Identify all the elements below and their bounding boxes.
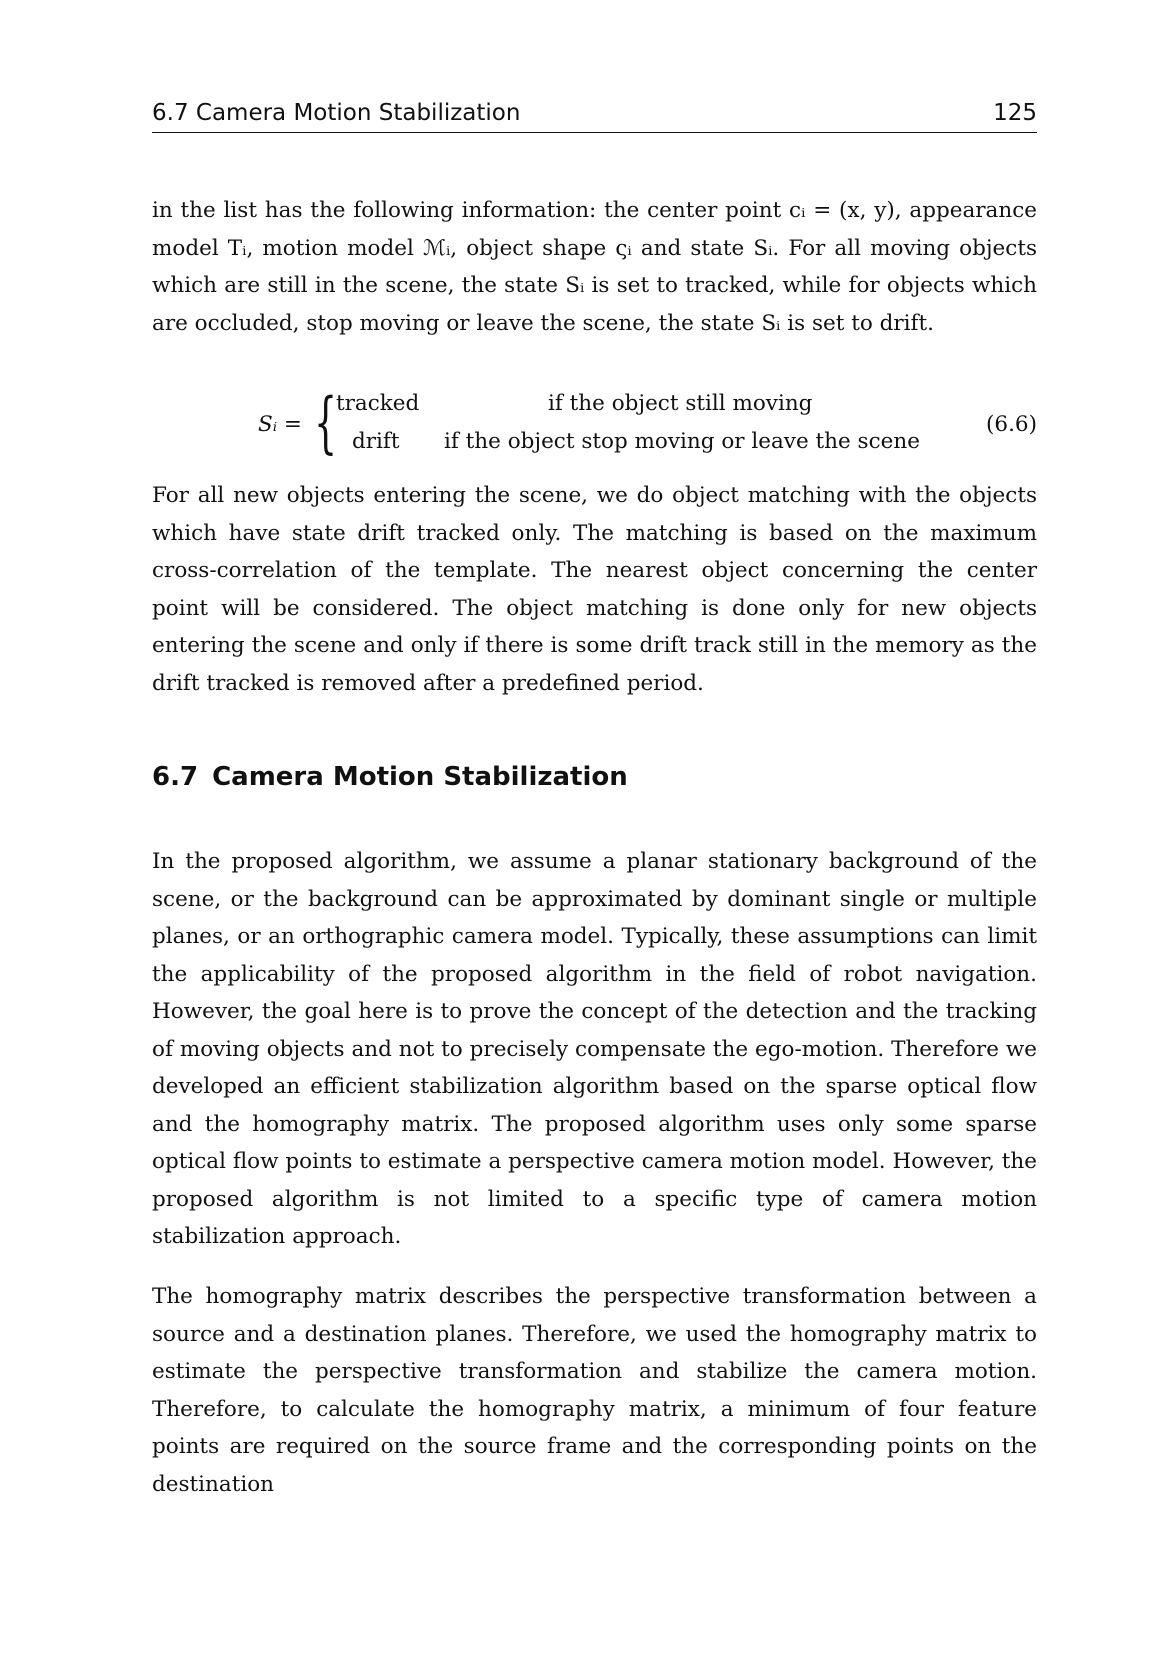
text-line: to estimate the perspective transformation and stabilize the camera motion. [152, 1321, 1044, 1384]
text-line: Therefore, to calculate the homography matrix, a minimum of four feature points [152, 1396, 1044, 1459]
text-line: in the list has the following information: the center point cᵢ = (x, y), appearance [152, 198, 1037, 223]
case-condition: if the object stop moving or leave the scene [444, 429, 920, 454]
case-condition: if the object still moving [548, 391, 813, 416]
text-line: scene and only if there is some drift track still in the memory as the drift tracked [152, 633, 1044, 696]
text-line: cross-correlation of the template. The nearest object concerning the center point [152, 558, 1044, 621]
paragraph-object-information [152, 192, 1037, 342]
equation-6-6 [152, 385, 1037, 465]
page-number: 125 [993, 100, 1037, 126]
case-value: tracked [336, 391, 420, 416]
text-line: However, the goal here is to prove the concept of the detection and the tracking [152, 999, 1037, 1024]
text-line: In the proposed algorithm, we assume a planar stationary background of the [152, 849, 1037, 874]
section-title: Camera Motion Stabilization [212, 762, 628, 792]
header-section-title: 6.7 Camera Motion Stabilization [152, 100, 521, 126]
text-line: proposed algorithm is not limited to a specific type of camera motion stabilization [152, 1186, 1044, 1249]
text-line: planes, or an orthographic camera model. Typically, these assumptions can [152, 924, 980, 949]
text-line: are occluded, stop moving or leave the scene, the state Sᵢ is set to drift. [152, 310, 934, 336]
text-line: For all new objects entering the scene, we do object matching with the objects [152, 483, 1037, 508]
text-line: model Tᵢ, motion model ℳᵢ, object shape ςᵢ and state Sᵢ. For all moving objects [152, 235, 1037, 261]
text-line: approach. [292, 1224, 402, 1249]
left-brace-icon: { [314, 384, 338, 461]
case-value: drift [352, 429, 400, 454]
equation-lhs: Sᵢ = [258, 412, 302, 437]
section-number: 6.7 [152, 762, 199, 792]
section-heading [152, 762, 1037, 792]
text-line: scene, or the background can be approximated by dominant single or multiple [152, 886, 1037, 912]
text-line: is removed after a predefined period. [296, 670, 704, 696]
text-line: and the homography matrix. The proposed algorithm uses only some sparse [152, 1111, 1037, 1137]
text-line: which are still in the scene, the state Sᵢ is set to tracked, while for objects which [152, 273, 1037, 298]
running-header [152, 100, 1037, 133]
text-line: we developed an efficient stabilization algorithm based on the sparse optical flow [152, 1036, 1044, 1099]
text-line: optical flow points to estimate a perspective camera motion model. However, the [152, 1149, 1037, 1174]
text-line: limit the applicability of the proposed algorithm in the field of robot navigation. [152, 924, 1044, 987]
text-line: will be considered. The object matching is done only for new objects entering the [152, 595, 1044, 658]
text-line: The homography matrix describes the perspective transformation between a [152, 1284, 1037, 1309]
text-line: of moving objects and not to precisely compensate the ego-motion. Therefore [152, 1036, 999, 1062]
paragraph-proposed-algorithm [152, 843, 1044, 1256]
equation-number: (6.6) [986, 412, 1037, 437]
text-line: source and a destination planes. Therefore, we used the homography matrix [152, 1321, 1007, 1347]
paragraph-homography [152, 1278, 1044, 1503]
text-line: are required on the source frame and the corresponding points on the destination [152, 1434, 1044, 1497]
text-line: which have state drift tracked only. The matching is based on the maximum [152, 520, 1037, 546]
paragraph-object-matching [152, 477, 1044, 702]
